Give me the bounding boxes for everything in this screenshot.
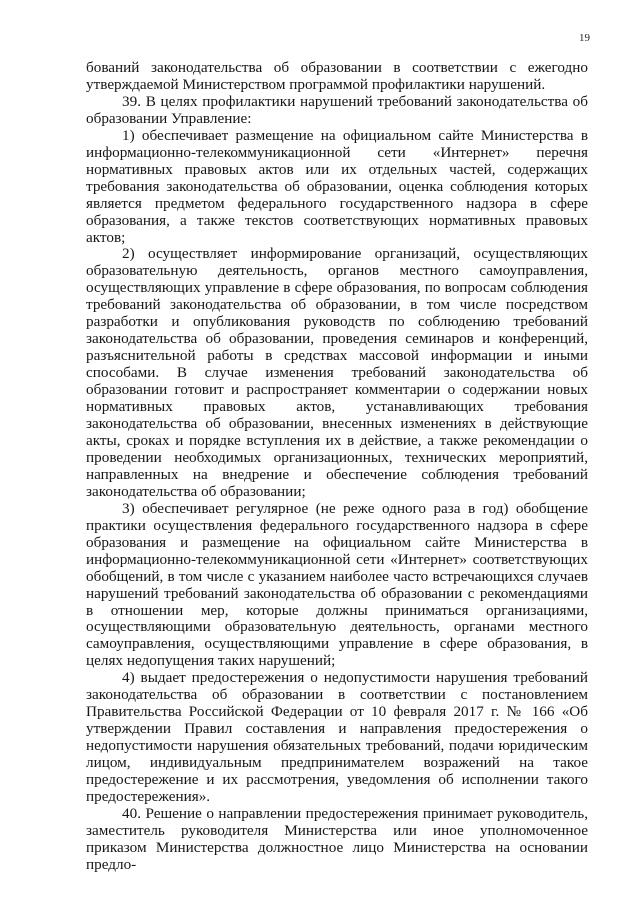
page-number: 19 — [579, 32, 590, 44]
list-item-3: 3) обеспечивает регулярное (не реже одного раза в год) обобщение практики осуществления федерального государственного надзора в сфере образования и размещение на официальном сайте Министерства в информационно-телекоммуникационной сети «Интернет» соответствующих обобщений, в том числе с указанием наиболее часто встречающихся случаев нарушений требований законодательства об образовании с рекомендациями в отношении мер, которые должны приниматься организациями, осуществляющими образовательную деятельность, органами местного самоуправления, осуществляющими управление в сфере образования, в целях недопущения таких нарушений; — [86, 499, 588, 670]
list-item-2: 2) осуществляет информирование организаций, осуществляющих образовательную деятельность, органов местного самоуправления, осуществляющих управление в сфере образования, по вопросам соблюдения требований законодательства об образовании, в том числе посредством разработки и опубликования руководств по соблюдению требований законодательства об образовании, проведения семинаров и конференций, разъяснительной работы в средствах массовой информации и иными способами. В случае изменения требований законодательства об образовании готовит и распространяет комментарии о содержании новых нормативных правовых актов, устанавливающих требования законодательства об образовании, внесенных изменениях в действующие акты, сроках и порядке вступления их в действие, а также рекомендации о проведении необходимых организационных, технических мероприятий, направленных на внедрение и обеспечение соблюдения требований законодательства об образовании; — [86, 245, 588, 500]
paragraph-39: 39. В целях профилактики нарушений требований законодательства об образовании Управление: — [86, 92, 588, 127]
document-body — [86, 60, 588, 874]
paragraph-40: 40. Решение о направлении предостережения принимает руководитель, заместитель руководителя Министерства или иное уполномоченное приказом Министерства должностное лицо Министерства на основании предло- — [86, 804, 588, 873]
list-item-1: 1) обеспечивает размещение на официальном сайте Министерства в информационно-телекоммуникационной сети «Интернет» перечня нормативных правовых актов или их отдельных частей, содержащих требования законодательства об образовании, оценка соблюдения которых является предметом федерального государственного надзора в сфере образования, а также текстов соответствующих нормативных правовых актов; — [86, 126, 588, 246]
list-item-4: 4) выдает предостережения о недопустимости нарушения требований законодательства об образовании в соответствии с постановлением Правительства Российской Федерации от 10 февраля 2017 г. № 166 «Об утверждении Правил составления и направления предостережения о недопустимости нарушения обязательных требований, подачи юридическим лицом, индивидуальным предпринимателем возражений на такое предостережение и их рассмотрения, уведомления об исполнении такого предостережения». — [86, 669, 588, 805]
paragraph-continuation: бований законодательства об образовании в соответствии с ежегодно утверждаемой Министерством программой профилактики нарушений. — [86, 59, 588, 93]
